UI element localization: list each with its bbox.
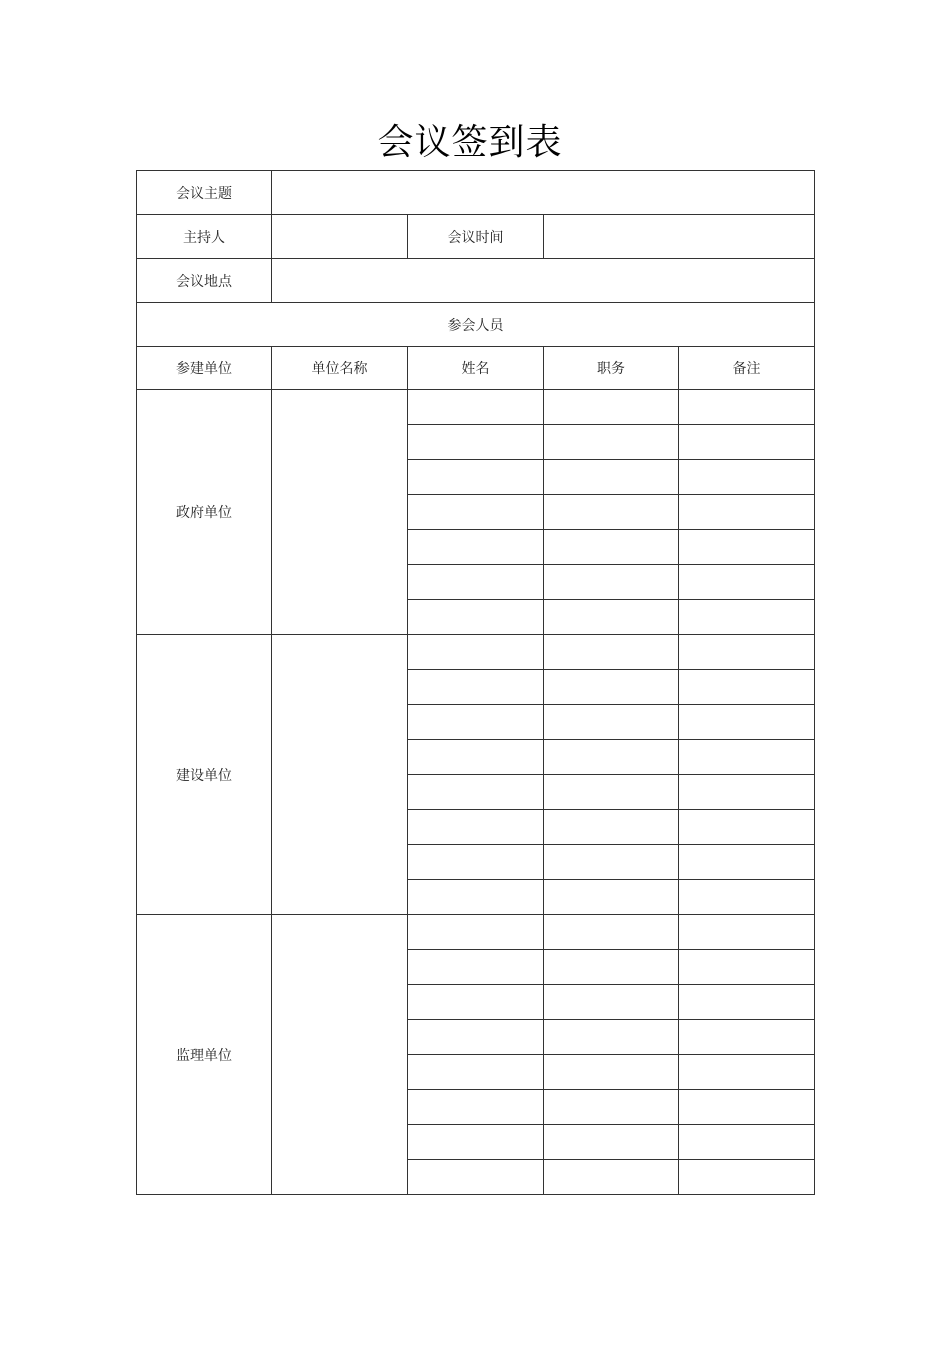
name-field[interactable] <box>408 845 544 880</box>
remark-field[interactable] <box>679 950 815 985</box>
unit-type-label: 监理单位 <box>137 915 272 1195</box>
unit-name-field[interactable] <box>272 390 408 635</box>
remark-field[interactable] <box>679 390 815 425</box>
name-field[interactable] <box>408 985 544 1020</box>
remark-field[interactable] <box>679 985 815 1020</box>
remark-field[interactable] <box>679 1125 815 1160</box>
name-field[interactable] <box>408 495 544 530</box>
column-header: 单位名称 <box>272 347 408 390</box>
name-field[interactable] <box>408 460 544 495</box>
name-field[interactable] <box>408 1125 544 1160</box>
time-field[interactable] <box>544 215 815 259</box>
unit-type-label: 建设单位 <box>137 635 272 915</box>
column-header-row <box>137 347 815 390</box>
position-field[interactable] <box>544 985 679 1020</box>
attendees-label: 参会人员 <box>137 303 815 347</box>
position-field[interactable] <box>544 670 679 705</box>
position-field[interactable] <box>544 950 679 985</box>
remark-field[interactable] <box>679 670 815 705</box>
position-field[interactable] <box>544 1020 679 1055</box>
position-field[interactable] <box>544 425 679 460</box>
position-field[interactable] <box>544 1090 679 1125</box>
remark-field[interactable] <box>679 880 815 915</box>
name-field[interactable] <box>408 810 544 845</box>
position-field[interactable] <box>544 565 679 600</box>
position-field[interactable] <box>544 530 679 565</box>
remark-field[interactable] <box>679 1160 815 1195</box>
attendees-header-row <box>137 303 815 347</box>
remark-field[interactable] <box>679 635 815 670</box>
position-field[interactable] <box>544 845 679 880</box>
attendee-row <box>137 390 815 425</box>
name-field[interactable] <box>408 565 544 600</box>
host-field[interactable] <box>272 215 408 259</box>
topic-field[interactable] <box>272 171 815 215</box>
remark-field[interactable] <box>679 530 815 565</box>
position-field[interactable] <box>544 810 679 845</box>
position-field[interactable] <box>544 1055 679 1090</box>
position-field[interactable] <box>544 600 679 635</box>
name-field[interactable] <box>408 915 544 950</box>
location-label: 会议地点 <box>137 259 272 303</box>
position-field[interactable] <box>544 460 679 495</box>
sign-in-table <box>136 170 815 1195</box>
name-field[interactable] <box>408 950 544 985</box>
remark-field[interactable] <box>679 425 815 460</box>
position-field[interactable] <box>544 880 679 915</box>
attendee-row <box>137 915 815 950</box>
position-field[interactable] <box>544 915 679 950</box>
position-field[interactable] <box>544 1125 679 1160</box>
remark-field[interactable] <box>679 1020 815 1055</box>
location-row <box>137 259 815 303</box>
time-label: 会议时间 <box>408 215 544 259</box>
unit-name-field[interactable] <box>272 635 408 915</box>
name-field[interactable] <box>408 705 544 740</box>
column-header: 参建单位 <box>137 347 272 390</box>
remark-field[interactable] <box>679 740 815 775</box>
host-time-row <box>137 215 815 259</box>
position-field[interactable] <box>544 740 679 775</box>
position-field[interactable] <box>544 705 679 740</box>
topic-row <box>137 171 815 215</box>
column-header: 职务 <box>544 347 679 390</box>
page-title: 会议签到表 <box>377 122 563 163</box>
name-field[interactable] <box>408 670 544 705</box>
remark-field[interactable] <box>679 600 815 635</box>
host-label: 主持人 <box>137 215 272 259</box>
name-field[interactable] <box>408 600 544 635</box>
remark-field[interactable] <box>679 915 815 950</box>
unit-name-field[interactable] <box>272 915 408 1195</box>
name-field[interactable] <box>408 775 544 810</box>
name-field[interactable] <box>408 425 544 460</box>
remark-field[interactable] <box>679 775 815 810</box>
name-field[interactable] <box>408 1020 544 1055</box>
remark-field[interactable] <box>679 845 815 880</box>
remark-field[interactable] <box>679 1090 815 1125</box>
position-field[interactable] <box>544 775 679 810</box>
remark-field[interactable] <box>679 1055 815 1090</box>
remark-field[interactable] <box>679 460 815 495</box>
position-field[interactable] <box>544 635 679 670</box>
location-field[interactable] <box>272 259 815 303</box>
column-header: 备注 <box>679 347 815 390</box>
name-field[interactable] <box>408 530 544 565</box>
remark-field[interactable] <box>679 495 815 530</box>
topic-label: 会议主题 <box>137 171 272 215</box>
remark-field[interactable] <box>679 810 815 845</box>
name-field[interactable] <box>408 635 544 670</box>
position-field[interactable] <box>544 390 679 425</box>
name-field[interactable] <box>408 740 544 775</box>
name-field[interactable] <box>408 390 544 425</box>
unit-type-label: 政府单位 <box>137 390 272 635</box>
name-field[interactable] <box>408 880 544 915</box>
position-field[interactable] <box>544 495 679 530</box>
remark-field[interactable] <box>679 705 815 740</box>
name-field[interactable] <box>408 1090 544 1125</box>
column-header: 姓名 <box>408 347 544 390</box>
attendee-row <box>137 635 815 670</box>
remark-field[interactable] <box>679 565 815 600</box>
position-field[interactable] <box>544 1160 679 1195</box>
name-field[interactable] <box>408 1160 544 1195</box>
name-field[interactable] <box>408 1055 544 1090</box>
